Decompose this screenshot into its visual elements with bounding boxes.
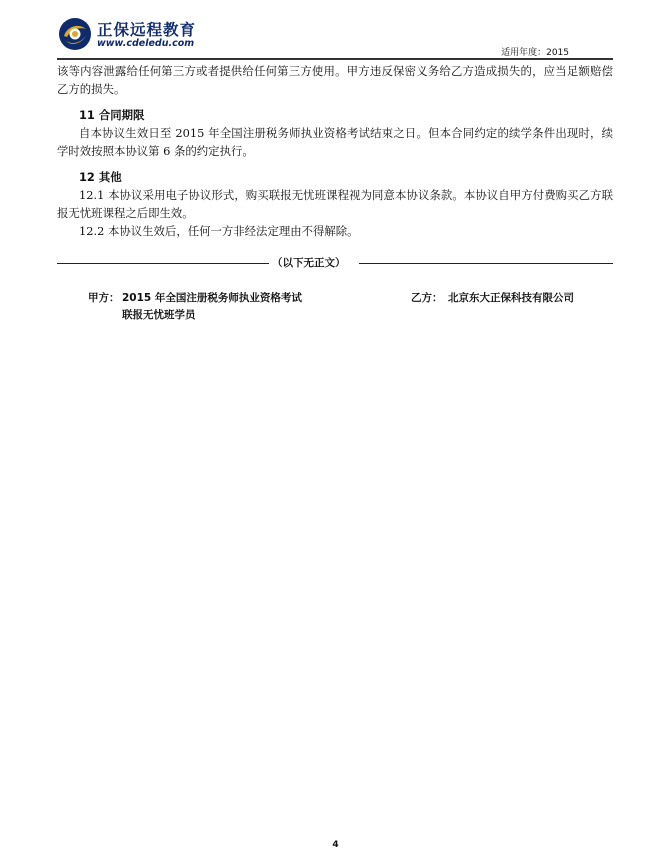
party-a-label: 甲方： (88, 292, 120, 304)
brand-url[interactable]: www.cdeledu.com (97, 38, 195, 49)
party-a-name (122, 290, 302, 324)
section-12-2-text: 12.2 本协议生效后，任何一方非经法定理由不得解除。 (79, 224, 359, 238)
end-of-text-divider (57, 255, 613, 271)
party-a-name-line1: 2015 年全国注册税务师执业资格考试 (122, 292, 302, 304)
divider-text: （以下无正文） (272, 257, 346, 269)
section-12-heading: 12 其他 (79, 170, 122, 184)
party-b-label: 乙方： (411, 292, 443, 304)
document-body (57, 62, 613, 240)
cdel-logo-icon (58, 17, 92, 51)
page-header (0, 0, 671, 60)
section-11-heading: 11 合同期限 (79, 108, 145, 122)
brand-name: 正保远程教育 (97, 21, 197, 39)
divider-line-right (359, 263, 613, 264)
page-number: 4 (332, 840, 339, 850)
header-rule (57, 58, 613, 60)
party-b-name: 北京东大正保科技有限公司 (448, 292, 574, 304)
section-11-text: 自本协议生效日至 2015 年全国注册税务师执业资格考试结束之日。但本合同约定的续学条件出现时，续学时效按照本协议第 6 条的约定执行。 (57, 126, 613, 158)
section-12-1-text: 12.1 本协议采用电子协议形式，购买联报无忧班课程视为同意本协议条款。本协议自甲方付费购买乙方联报无忧班课程之后即生效。 (57, 188, 613, 220)
divider-line-left (57, 263, 269, 264)
paragraph-continued: 该等内容泄露给任何第三方或者提供给任何第三方使用。甲方违反保密义务给乙方造成损失的，应当足额赔偿乙方的损失。 (57, 64, 613, 96)
applicable-year-label: 适用年度：2015 (501, 48, 569, 58)
party-a-name-line2: 联报无忧班学员 (122, 309, 196, 321)
